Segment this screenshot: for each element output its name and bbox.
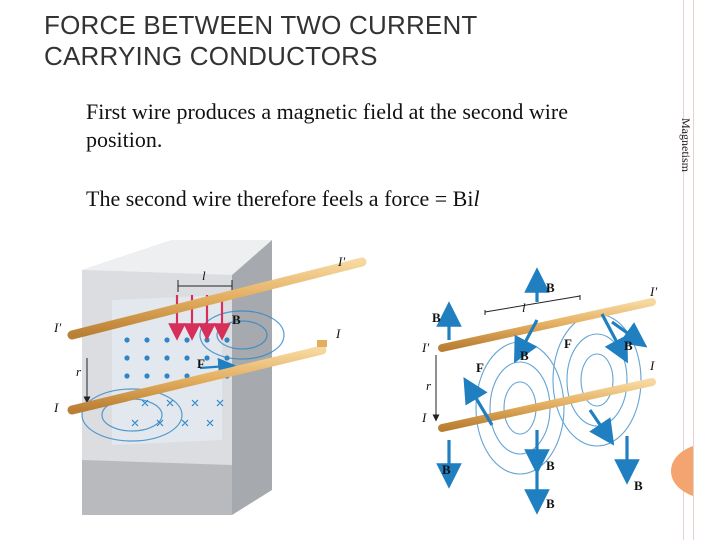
fig-right-separation: r [426,378,432,393]
fig-right-field-1: B⃗ [432,310,451,325]
length-symbol: l [473,186,480,211]
side-label: Magnetism [679,118,693,172]
fig-right-field-3: B⃗ [520,348,539,363]
fig-right-field-2: B⃗ [546,280,565,295]
left-panel [53,240,362,515]
fig-right-field-5: B⃗ [442,462,461,477]
fig-right-force-1: F⃗ [476,360,495,375]
fig-right-force-2: F⃗ [564,336,583,351]
fig-right-current-bottom-right: I [650,358,655,373]
parallel-wires-figure [52,240,672,525]
orange-accent [669,446,693,496]
fig-right-length: l [522,300,526,315]
fig-left-field: B⃗ [232,312,251,327]
fig-right-current-top-right: I′ [650,284,658,299]
fig-right-current-top-left: I′ [422,340,430,355]
fig-right-field-8: B⃗ [634,478,653,493]
fig-left-current-top-left: I′ [54,320,62,335]
fig-right-field-4: B⃗ [624,338,643,353]
fig-right-field-7: B⃗ [546,496,565,511]
fig-left-current-bottom: I [54,400,59,415]
bullet-magnetic-field: First wire produces a magnetic field at the second wire position. [86,99,569,152]
bullet-force [86,185,586,213]
fig-left-length: l [202,268,206,283]
fig-left-separation: r [76,364,82,379]
fig-left-current-top-right: I [336,326,341,341]
bullet-force-text: The second wire therefore feels a force = Bi [86,186,474,211]
fig-left-force: F⃗ [197,356,216,371]
fig-right-current-bottom-left: I [422,410,427,425]
slide-title: FORCE BETWEEN TWO CURRENT CARRYING CONDUCTORS [44,10,478,71]
fig-left-current-top: I′ [338,254,346,269]
right-panel [421,280,657,511]
margin-line-right [693,0,694,540]
fig-right-field-6: B⃗ [546,458,565,473]
